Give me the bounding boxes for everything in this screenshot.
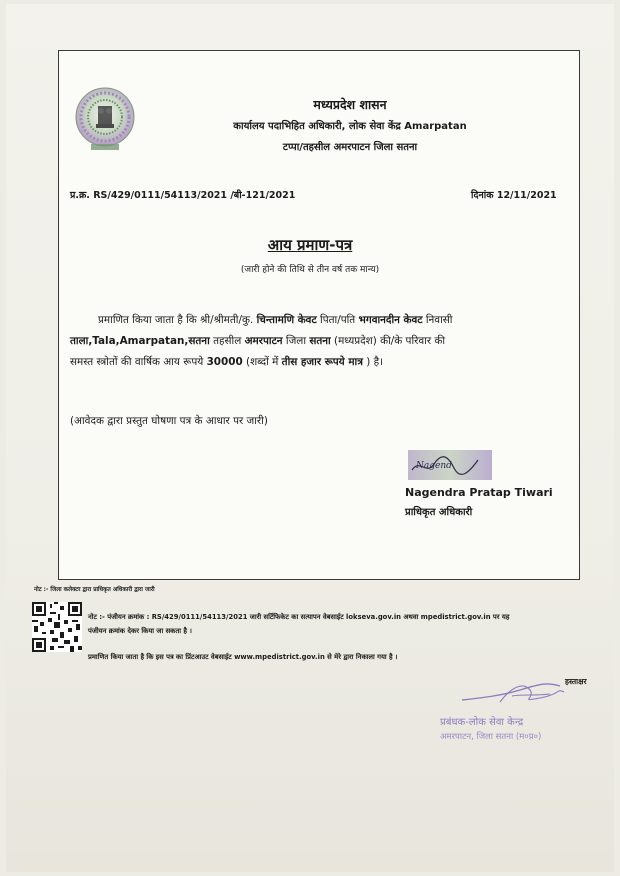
officer-name: Nagendra Pratap Tiwari	[405, 486, 553, 499]
government-heading: मध्यप्रदेश शासन	[313, 97, 387, 112]
income-amount: 30000	[206, 356, 243, 368]
printout-note: प्रमाणित किया जाता है कि इस पत्र का प्रिंटआउट वेबसाईट www.mpedistrict.gov.in से मेरे द्वारा निकाला गया है ।	[88, 653, 398, 661]
issuance-basis-note: (आवेदक द्वारा प्रस्तुत घोषणा पत्र के आधार पर जारी)	[70, 415, 268, 427]
verification-note-line-1: नोट :- पंजीयन क्रमांक : RS/429/0111/54113/2021 जारी सर्टिफिकेट का सत्यापन वेबसाईट lokseva.gov.in अथवा mpedistrict.gov.in पर यह	[88, 613, 510, 621]
signature-handwriting: Nagend	[416, 461, 452, 471]
manager-signature-image	[460, 676, 568, 708]
stamp-designation: प्रबंधक-लोक सेवा केन्द्र	[440, 717, 524, 728]
body-line-3: समस्त स्त्रोतों की वार्षिक आय रूपये 30000 (शब्दों में तीस हजार रूपये मात्र ) है।	[70, 356, 384, 368]
state-emblem-icon	[74, 84, 136, 154]
certificate-body	[70, 310, 566, 373]
collector-note: नोट :- जिला कलेक्टर द्वारा प्राधिकृत अधिकारी द्वारा जारी	[34, 587, 155, 593]
issue-date: दिनांक 12/11/2021	[471, 190, 557, 201]
income-amount-words: तीस हजार रूपये मात्र	[281, 356, 363, 368]
tehsil-name: अमरपाटन	[244, 335, 283, 347]
signature-label: हस्ताक्षर	[565, 677, 587, 686]
certificate-title: आय प्रमाण-पत्र	[267, 236, 353, 254]
stamp-location: अमरपाटन, जिला सतना (म०प्र०)	[440, 732, 542, 742]
officer-title: प्राधिकृत अधिकारी	[405, 507, 473, 518]
district-name: सतना	[309, 335, 331, 347]
office-name: कार्यालय पदाभिहित अधिकारी, लोक सेवा केंद्र Amarpatan	[233, 121, 467, 132]
reference-number: प्र.क्र. RS/429/0111/54113/2021 /बी-121/2021	[70, 190, 296, 201]
residence-place: ताला,Tala,Amarpatan,सतना	[70, 335, 210, 347]
qr-code-icon	[32, 602, 82, 652]
verification-note-line-2: पंजीयन क्रमांक देकर किया जा सकता है ।	[88, 627, 192, 635]
digital-signature-image	[408, 450, 492, 480]
body-line-1: प्रमाणित किया जाता है कि श्री/श्रीमती/कु. चिन्तामणि केवट पिता/पति भगवानदीन केवट निवासी	[98, 314, 453, 326]
validity-note: (जारी होने की तिथि से तीन वर्ष तक मान्य)	[240, 265, 380, 275]
office-location: टप्पा/तहसील अमरपाटन जिला सतना	[282, 142, 418, 153]
father-name: भगवानदीन केवट	[358, 314, 423, 326]
applicant-name: चिन्तामणि केवट	[256, 314, 317, 326]
body-line-2: ताला,Tala,Amarpatan,सतना तहसील अमरपाटन जिला सतना (मध्यप्रदेश) की/के परिवार की	[70, 335, 446, 347]
